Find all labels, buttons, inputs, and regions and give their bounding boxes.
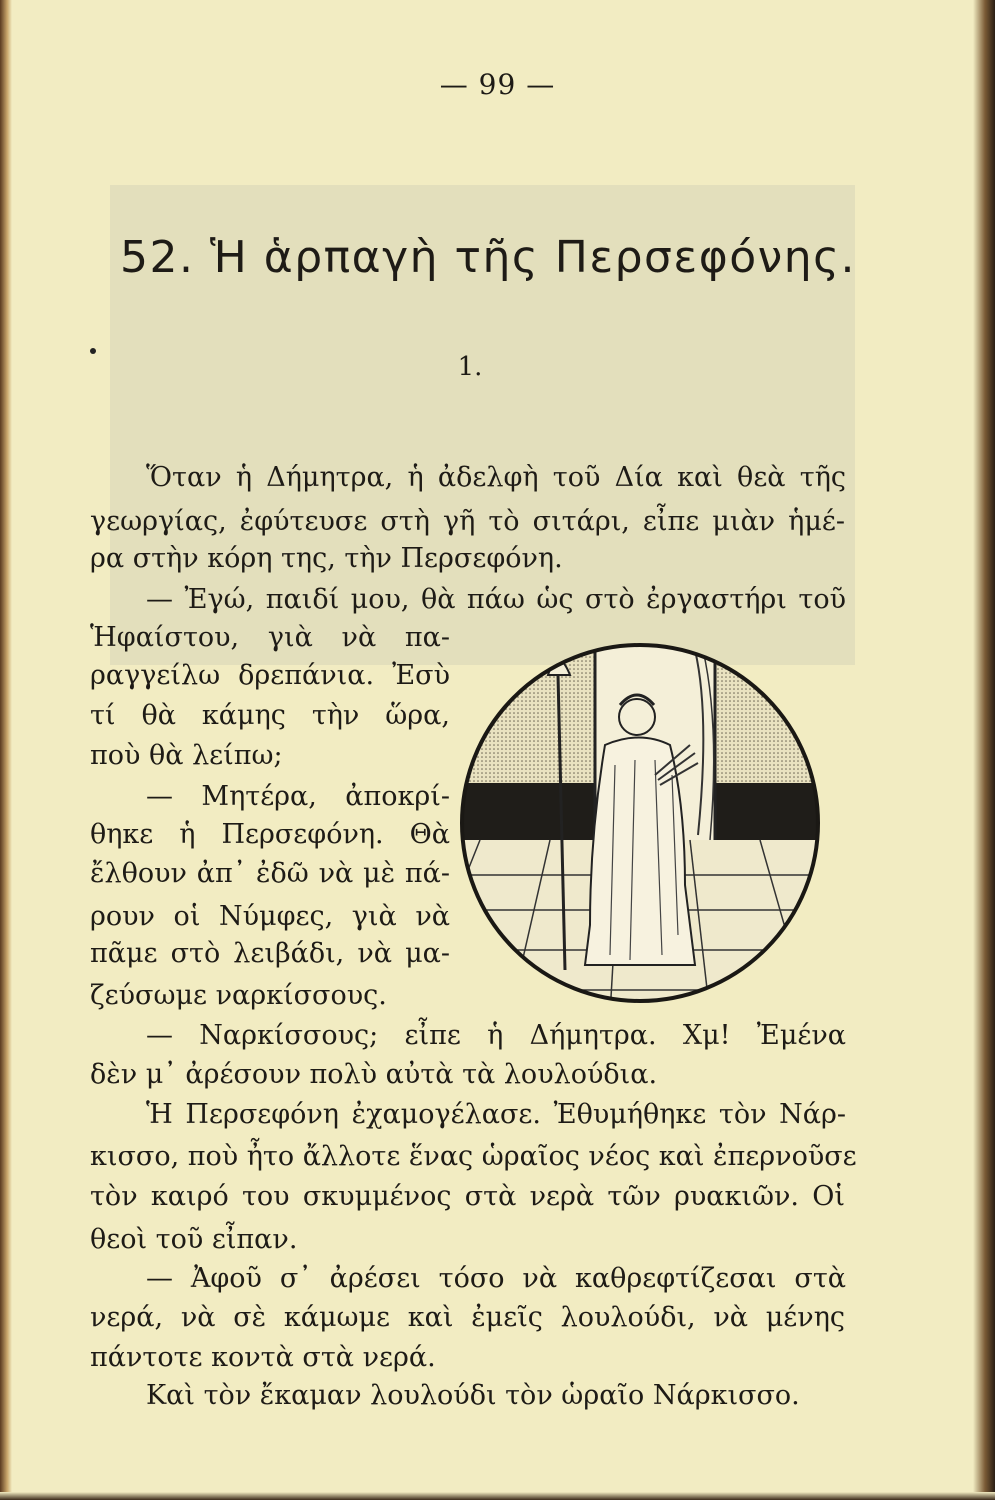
page-number: — 99 — xyxy=(439,68,556,101)
text-line: νερά, νὰ σὲ κάμωμε καὶ ἐμεῖς λουλούδι, νὰ μένης xyxy=(90,1302,845,1333)
text-line: ἔλθουν ἀπ᾽ ἐδῶ νὰ μὲ πά- xyxy=(90,858,450,889)
text-line: τὸν καιρό του σκυμμένος στὰ νερὰ τῶν ρυακιῶν. Οἱ xyxy=(90,1181,845,1212)
text-line: θεοὶ τοῦ εἶπαν. xyxy=(90,1224,298,1255)
text-line: — Ναρκίσσους; εἶπε ἡ Δήμητρα. Χμ! Ἐμένα xyxy=(146,1020,846,1051)
chapter-title: 52. Ἡ ἁρπαγὴ τῆς Περσεφόνης. xyxy=(120,232,856,283)
text-line: ζεύσωμε ναρκίσσους. xyxy=(90,980,387,1011)
text-line: ρα στὴν κόρη της, τὴν Περσεφόνη. xyxy=(90,543,563,574)
text-line: κισσο, ποὺ ἦτο ἄλλοτε ἕνας ὡραῖος νέος καὶ ἐπερνοῦσε xyxy=(90,1141,857,1172)
text-line: Ὅταν ἡ Δήμητρα, ἡ ἀδελφὴ τοῦ Δία καὶ θεὰ τῆς xyxy=(146,462,846,493)
text-line: ρουν οἱ Νύμφες, γιὰ νὰ xyxy=(90,901,450,932)
text-line: Ἡφαίστου, γιὰ νὰ πα- xyxy=(90,622,450,653)
text-line: δὲν μ᾽ ἀρέσουν πολὺ αὐτὰ τὰ λουλούδια. xyxy=(90,1059,658,1090)
text-line: θηκε ἡ Περσεφόνη. Θὰ xyxy=(90,819,450,850)
text-line: ραγγείλω δρεπάνια. Ἐσὺ xyxy=(90,660,450,691)
persephone-illustration xyxy=(440,635,840,1010)
text-line: Ἡ Περσεφόνη ἐχαμογέλασε. Ἐθυμήθηκε τὸν Νάρ- xyxy=(146,1099,846,1130)
text-line: — Μητέρα, ἀποκρί- xyxy=(146,781,450,812)
page-edge-left xyxy=(0,0,12,1500)
text-line: πᾶμε στὸ λειβάδι, νὰ μα- xyxy=(90,938,450,969)
text-line: — Ἀφοῦ σ᾽ ἀρέσει τόσο νὰ καθρεφτίζεσαι στὰ xyxy=(146,1263,846,1294)
text-line: γεωργίας, ἐφύτευσε στὴ γῆ τὸ σιτάρι, εἶπε μιὰν ἡμέ- xyxy=(90,506,845,537)
text-line: ποὺ θὰ λείπω; xyxy=(90,740,283,771)
text-line: τί θὰ κάμης τὴν ὥρα, xyxy=(90,700,450,731)
text-line: — Ἐγώ, παιδί μου, θὰ πάω ὡς στὸ ἐργαστήρι τοῦ xyxy=(146,584,846,615)
page-edge-right xyxy=(973,0,995,1500)
page-edge-bottom xyxy=(0,1492,995,1500)
text-line: Καὶ τὸν ἔκαμαν λουλούδι τὸν ὡραῖο Νάρκισσο. xyxy=(146,1380,800,1411)
section-number: 1. xyxy=(457,352,483,382)
text-line: πάντοτε κοντὰ στὰ νερά. xyxy=(90,1342,436,1373)
